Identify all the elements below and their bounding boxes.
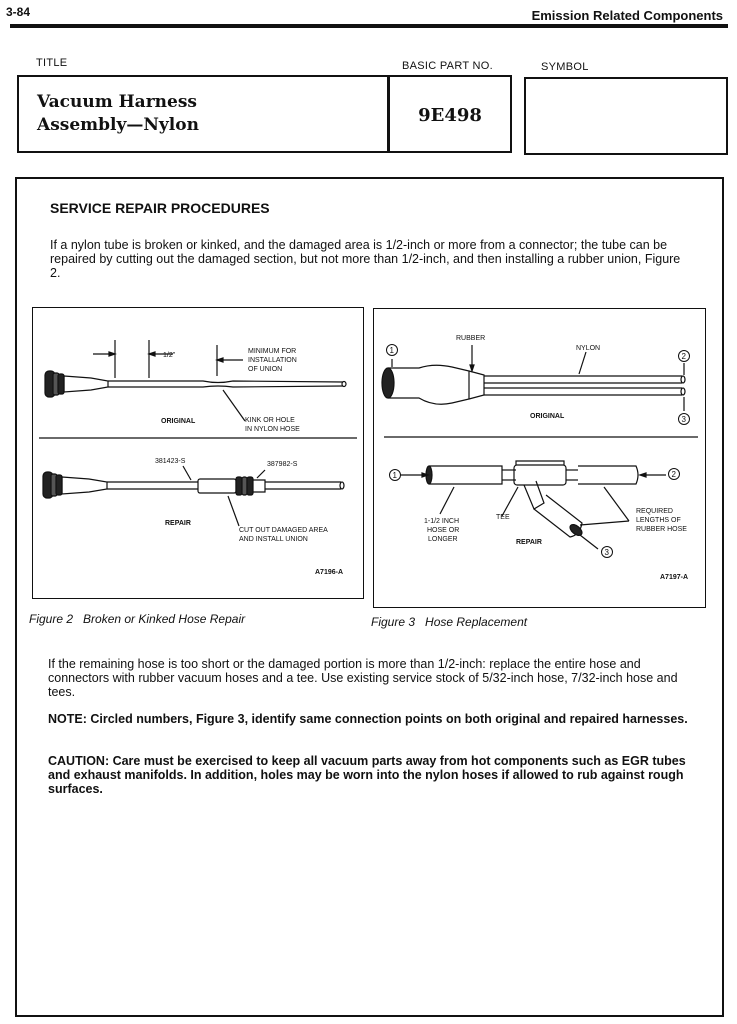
figure-3-caption: Figure 3 Hose Replacement bbox=[371, 615, 528, 629]
part-number: 9E498 bbox=[418, 105, 482, 126]
rubber-label: RUBBER bbox=[456, 335, 486, 342]
figure-2-diagram bbox=[33, 308, 363, 598]
required-lengths-line-3: RUBBER HOSE bbox=[636, 526, 687, 533]
title-box bbox=[17, 75, 389, 153]
minimum-label-line-3: OF UNION bbox=[248, 366, 283, 373]
minimum-label-line-1: MINIMUM FOR bbox=[248, 348, 297, 355]
section-title: Emission Related Components bbox=[531, 8, 723, 23]
repair-label: REPAIR bbox=[165, 520, 191, 527]
hose-length-line-3: LONGER bbox=[428, 536, 458, 543]
note-paragraph: NOTE: Circled numbers, Figure 3, identify same connection points on both original and repaired harnesses. bbox=[48, 712, 688, 726]
part-number-387982: 387982-S bbox=[267, 461, 298, 468]
connection-point-1-repair: 1 bbox=[392, 471, 397, 480]
header-rule bbox=[10, 24, 728, 28]
cut-label-line-2: AND INSTALL UNION bbox=[239, 536, 308, 543]
figure-3 bbox=[373, 308, 706, 608]
original-harness-drawing bbox=[382, 365, 685, 404]
replacement-paragraph: If the remaining hose is too short or the damaged portion is more than 1/2-inch: replace the entire hose and connectors with rubber vacuum hoses and a tee. Use existing service stock of 5/32-inch hose, 7/32-inch hose and tees. bbox=[48, 657, 678, 699]
required-lengths-line-1: REQUIRED bbox=[636, 508, 673, 515]
page-number: 3-84 bbox=[6, 5, 31, 19]
minimum-label-line-2: INSTALLATION bbox=[248, 357, 297, 364]
document-title bbox=[37, 91, 199, 137]
symbol-label: SYMBOL bbox=[541, 61, 589, 73]
section-heading: SERVICE REPAIR PROCEDURES bbox=[50, 200, 270, 216]
figure-2 bbox=[32, 307, 364, 599]
title-label: TITLE bbox=[36, 57, 68, 69]
connection-point-1-original: 1 bbox=[389, 346, 394, 355]
nylon-label: NYLON bbox=[576, 345, 601, 352]
part-number-381423: 381423-S bbox=[155, 458, 186, 465]
hose-length-line-2: HOSE OR bbox=[427, 527, 460, 534]
connection-point-2-original: 2 bbox=[681, 352, 686, 361]
required-lengths-line-2: LENGTHS OF bbox=[636, 517, 681, 524]
repair-hose-drawing bbox=[43, 472, 344, 498]
kink-label-line-1: KINK OR HOLE bbox=[245, 417, 295, 424]
intro-paragraph: If a nylon tube is broken or kinked, and the damaged area is 1/2-inch or more from a connector; the tube can be repaired by cutting out the damaged section, but not more than 1/2-inch, and then installing a rubber union, Figure 2. bbox=[50, 238, 681, 280]
figure-code: A7197-A bbox=[660, 574, 689, 581]
original-label: ORIGINAL bbox=[530, 413, 565, 420]
repair-label: REPAIR bbox=[516, 539, 542, 546]
part-number-label: BASIC PART NO. bbox=[402, 60, 494, 72]
hose-length-line-1: 1-1/2 INCH bbox=[424, 518, 460, 525]
connection-point-2-repair: 2 bbox=[671, 470, 676, 479]
caution-paragraph: CAUTION: Care must be exercised to keep all vacuum parts away from hot components such as EGR tubes and exhaust manifolds. In addition, holes may be worn into the nylon hoses if allowed to rub against rough surfaces. bbox=[48, 754, 686, 796]
original-label: ORIGINAL bbox=[161, 418, 196, 425]
figure-3-diagram bbox=[374, 309, 705, 607]
title-line-2: Assembly—Nylon bbox=[37, 115, 199, 135]
figure-code: A7196-A bbox=[315, 569, 344, 576]
cut-label-line-1: CUT OUT DAMAGED AREA bbox=[239, 527, 328, 534]
half-inch-dimension: 1/2" bbox=[163, 352, 176, 359]
title-line-1: Vacuum Harness bbox=[37, 92, 197, 112]
connection-point-3-repair: 3 bbox=[604, 548, 609, 557]
connection-point-3-original: 3 bbox=[681, 415, 686, 424]
part-number-box bbox=[388, 75, 512, 153]
kink-label-line-2: IN NYLON HOSE bbox=[245, 426, 300, 433]
figure-2-caption: Figure 2 Broken or Kinked Hose Repair bbox=[29, 612, 246, 626]
original-hose-drawing bbox=[45, 371, 346, 397]
tee-label: TEE bbox=[496, 514, 510, 521]
symbol-box bbox=[524, 77, 728, 155]
